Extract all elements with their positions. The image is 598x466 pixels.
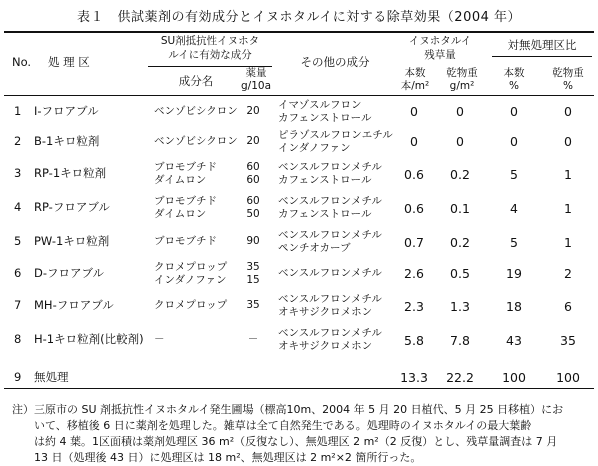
row-other-ingredient: ベンスルフロンメチル (278, 195, 382, 207)
row-other-ingredient: ベンスルフロンメチル (278, 161, 382, 173)
row-no: 8 (14, 332, 22, 346)
header-ratio-dry-line2: % (563, 80, 573, 92)
footnote-line: 注）三原市の SU 剤抵抗性イヌホタルイ発生圃場（標高10m、2004 年 5 月 20 日植代、5 月 25 日移植）にお (12, 403, 564, 416)
row-other-ingredient: オキサジクロメホン (278, 340, 373, 352)
header-dry-line2: g/m² (449, 80, 475, 92)
header-bottom-rule (4, 95, 594, 96)
row-ratio-dry: 0 (564, 134, 572, 149)
row-dose: 60 (246, 195, 260, 207)
row-ingredient: － (154, 333, 165, 345)
row-ingredient: ブロモブチド (154, 161, 217, 173)
row-dry: 1.3 (450, 299, 470, 314)
row-count: 0 (410, 134, 418, 149)
row-ratio-dry: 1 (564, 167, 572, 182)
header-no: No. (12, 55, 32, 69)
row-dose: 50 (246, 208, 260, 220)
row-other-ingredient: ペンチオカーブ (278, 242, 351, 254)
row-dose: 15 (246, 274, 260, 286)
row-ratio-dry: 35 (560, 333, 576, 348)
row-other-ingredient: ベンスルフロンメチル (278, 293, 382, 305)
row-count: 2.3 (404, 299, 424, 314)
row-count: 2.6 (404, 266, 424, 281)
row-ingredient: ベンゾビシクロン (154, 135, 238, 147)
row-plot: PW-1キロ粒剤 (34, 234, 110, 248)
header-su-line2: ルイに有効な成分 (168, 49, 252, 61)
row-dose: 35 (246, 299, 260, 311)
row-ratio-count: 5 (510, 235, 518, 250)
row-no: 4 (14, 200, 22, 214)
row-ingredient: ダイムロン (154, 208, 207, 220)
row-ratio-dry: 100 (556, 370, 580, 385)
header-dose-line1: 薬量 (245, 67, 267, 79)
row-count: 0.6 (404, 201, 424, 216)
header-ratio-group: 対無処理区比 (507, 38, 577, 52)
row-ratio-dry: 0 (564, 104, 572, 119)
bottom-rule (4, 388, 594, 389)
row-plot: RP-1キロ粒剤 (34, 166, 107, 180)
row-dose: 90 (246, 235, 260, 247)
header-remain-line2: 残草量 (424, 49, 456, 61)
row-other-ingredient: イマゾスルフロン (278, 99, 362, 111)
row-ratio-dry: 2 (564, 266, 572, 281)
row-plot: D-フロアブル (34, 266, 105, 280)
row-other-ingredient: カフェンストロール (278, 208, 372, 220)
header-su-line1: SU剤抵抗性イヌホタ (160, 35, 260, 47)
table-title: 表１ 供試薬剤の有効成分とイヌホタルイに対する除草効果（2004 年） (76, 10, 522, 25)
row-dose: 20 (246, 135, 260, 147)
footnote-line: いて、移植後 6 日に薬剤を処理した。雑草は全て自然発生である。処理時のイヌホタルイの最大葉齢 (12, 419, 532, 432)
row-other-ingredient: インダノファン (278, 142, 351, 154)
row-ingredient: クロメプロップ (154, 261, 228, 273)
row-ratio-count: 0 (510, 134, 518, 149)
row-other-ingredient: ベンスルフロンメチル (278, 327, 382, 339)
row-dose: － (247, 333, 259, 345)
row-dry: 0.2 (450, 235, 470, 250)
header-plot: 処 理 区 (48, 55, 90, 69)
row-plot: B-1キロ粒剤 (34, 134, 100, 148)
row-dry: 0.1 (450, 201, 470, 216)
row-no: 6 (14, 266, 22, 280)
row-no: 5 (14, 234, 22, 248)
row-ratio-count: 5 (510, 167, 518, 182)
header-ratio-count-line2: % (509, 80, 519, 92)
row-ratio-dry: 1 (564, 201, 572, 216)
footnote (12, 402, 590, 466)
header-count-line1: 本数 (404, 67, 426, 79)
row-ratio-dry: 1 (564, 235, 572, 250)
header-other: その他の成分 (300, 55, 370, 69)
header-ingredient: 成分名 (178, 74, 214, 88)
footnote-line: 13 日（処理後 43 日）に処理区は 18 m²、無処理区は 2 m²×2 箇所行った。 (12, 451, 422, 464)
row-dry: 0.5 (450, 266, 470, 281)
row-plot: RP-フロアブル (34, 200, 110, 214)
row-count: 5.8 (404, 333, 424, 348)
row-count: 0.6 (404, 167, 424, 182)
header-remain-line1: イヌホタルイ (408, 35, 472, 47)
row-plot: 無処理 (34, 370, 69, 384)
row-dose: 20 (246, 105, 260, 117)
row-other-ingredient: カフェンストロール (278, 174, 372, 186)
row-plot: I-フロアブル (34, 104, 99, 118)
row-ratio-count: 43 (506, 333, 522, 348)
row-ingredient: インダノファン (154, 274, 227, 286)
row-dry: 0 (456, 134, 464, 149)
row-other-ingredient: ピラゾスルフロンエチル (278, 129, 393, 141)
row-ingredient: ブロモブチド (154, 235, 217, 247)
row-ratio-count: 100 (502, 370, 526, 385)
row-no: 2 (14, 134, 22, 148)
row-ingredient: ダイムロン (154, 174, 207, 186)
row-ratio-dry: 6 (564, 299, 572, 314)
top-rule (4, 31, 594, 33)
row-count: 0 (410, 104, 418, 119)
ratio-group-underline (492, 56, 592, 57)
row-ratio-count: 19 (506, 266, 522, 281)
row-no: 1 (14, 104, 22, 118)
row-no: 3 (14, 166, 22, 180)
header-count-line2: 本/m² (400, 80, 430, 92)
row-count: 0.7 (404, 235, 424, 250)
row-dose: 60 (246, 174, 260, 186)
row-ratio-count: 18 (506, 299, 522, 314)
footnote-line: は約 4 葉。1区面積は薬剤処理区 36 m²（反復なし）、無処理区 2 m²（2 反復）とし、残草量調査は 7 月 (12, 435, 558, 448)
header-dry-line1: 乾物重 (446, 67, 478, 79)
row-dry: 7.8 (450, 333, 470, 348)
row-dry: 22.2 (446, 370, 474, 385)
row-other-ingredient: カフェンストロール (278, 112, 372, 124)
header-ratio-count-line1: 本数 (503, 67, 525, 79)
row-dose: 60 (246, 161, 260, 173)
header-dose-line2: g/10a (241, 80, 271, 92)
row-ingredient: ベンゾビシクロン (154, 105, 238, 117)
row-no: 7 (14, 298, 22, 312)
row-dry: 0 (456, 104, 464, 119)
row-ratio-count: 4 (510, 201, 518, 216)
row-other-ingredient: ベンスルフロンメチル (278, 267, 382, 279)
row-dry: 0.2 (450, 167, 470, 182)
row-ratio-count: 0 (510, 104, 518, 119)
row-ingredient: ブロモブチド (154, 195, 217, 207)
row-other-ingredient: オキサジクロメホン (278, 306, 373, 318)
row-other-ingredient: ベンスルフロンメチル (278, 229, 382, 241)
row-count: 13.3 (400, 370, 428, 385)
row-plot: MH-フロアブル (34, 298, 114, 312)
row-ingredient: クロメプロップ (154, 299, 228, 311)
row-no: 9 (14, 370, 22, 384)
row-plot: H-1キロ粒剤(比較剤) (34, 332, 144, 346)
header-ratio-dry-line1: 乾物重 (552, 67, 584, 79)
row-dose: 35 (246, 261, 260, 273)
